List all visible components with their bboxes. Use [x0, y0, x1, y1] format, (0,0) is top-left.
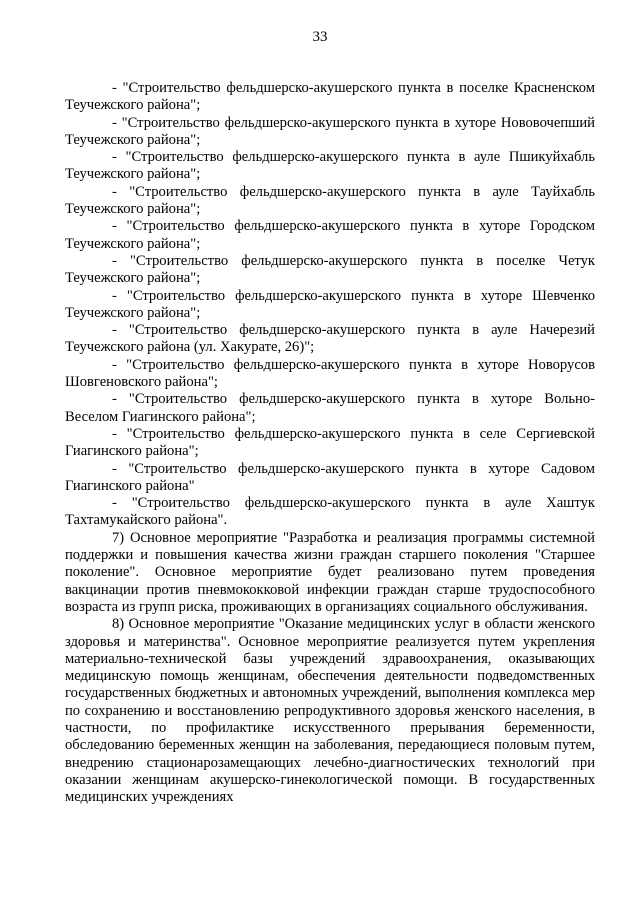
- list-item: - "Строительство фельдшерско-акушерского пункта в хуторе Вольно-Веселом Гиагинского района";: [65, 391, 595, 425]
- list-item: - "Строительство фельдшерско-акушерского пункта в ауле Начерезий Теучежского района (ул. Хакурате, 26)";: [65, 322, 595, 356]
- list-item: - "Строительство фельдшерско-акушерского пункта в ауле Пшикуйхабль Теучежского района";: [65, 149, 595, 183]
- list-item: - "Строительство фельдшерско-акушерского пункта в хуторе Городском Теучежского района";: [65, 218, 595, 252]
- list-item: - "Строительство фельдшерско-акушерского пункта в поселке Красненском Теучежского района";: [65, 80, 595, 114]
- document-body: [65, 80, 595, 806]
- list-item: - "Строительство фельдшерско-акушерского пункта в хуторе Садовом Гиагинского района": [65, 460, 595, 494]
- list-item: - "Строительство фельдшерско-акушерского пункта в хуторе Нововочепший Теучежского района";: [65, 114, 595, 148]
- list-item: - "Строительство фельдшерско-акушерского пункта в поселке Четук Теучежского района";: [65, 252, 595, 287]
- list-item: - "Строительство фельдшерско-акушерского пункта в хуторе Шевченко Теучежского района";: [65, 287, 595, 321]
- list-item: - "Строительство фельдшерско-акушерского пункта в селе Сергиевской Гиагинского района";: [65, 425, 595, 460]
- list-item: - "Строительство фельдшерско-акушерского пункта в хуторе Новорусов Шовгеновского района";: [65, 356, 595, 391]
- list-item: - "Строительство фельдшерско-акушерского пункта в ауле Тауйхабль Теучежского района";: [65, 183, 595, 218]
- page-number: 33: [312, 29, 328, 45]
- paragraph-8: 8) Основное мероприятие "Оказание медицинских услуг в области женского здоровья и материнства". Основное мероприятие реализуется путем укрепления материально-технической базы учреждений здравоохранения, оказывающих медицинскую помощь женщинам, обеспечения деятельности подведомственных государственных бюджетных и автономных учреждений, выполнения комплекса мер по сохранению и восстановлению репродуктивного здоровья женского населения, в частности, по профилактике искусственного прерывания беременности, обследованию беременных женщин на заболевания, передающиеся половым путем, внедрению стационарозамещающих лечебно-диагностических технологий при оказании женщинам акушерско-гинекологической помощи. В государственных медицинских учреждениях: [65, 616, 595, 806]
- paragraph-7: 7) Основное мероприятие "Разработка и реализация программы системной поддержки и повышения качества жизни граждан старшего поколения "Старшее поколение". Основное мероприятие будет реализовано путем проведения вакцинации против пневмококковой инфекции граждан старше трудоспособного возраста из групп риска, проживающих в организациях социального обслуживания.: [65, 529, 595, 615]
- list-item: - "Строительство фельдшерско-акушерского пункта в ауле Хаштук Тахтамукайского района".: [65, 495, 595, 529]
